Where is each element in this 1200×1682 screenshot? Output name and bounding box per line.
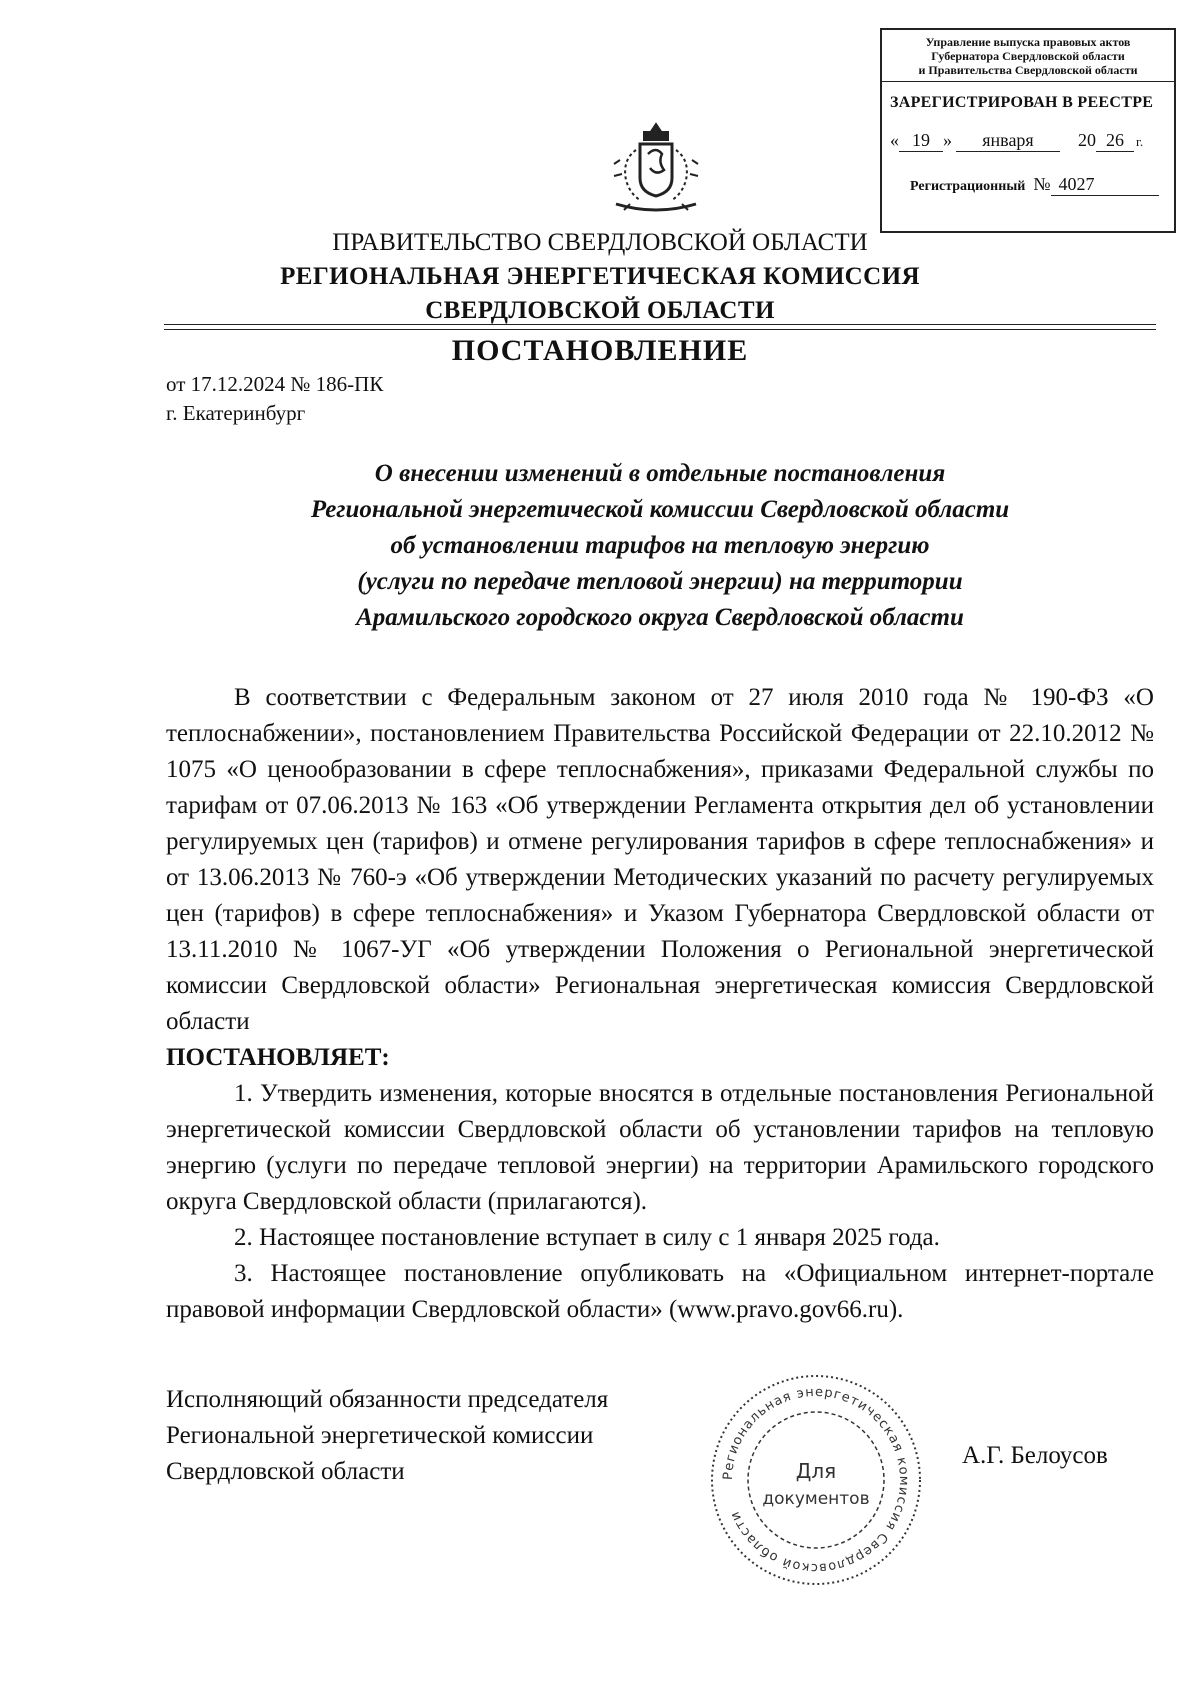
registration-number-label: Регистрационный — [910, 179, 1026, 194]
government-title: ПРАВИТЕЛЬСТВО СВЕРДЛОВСКОЙ ОБЛАСТИ — [332, 229, 868, 256]
title-line: (услуги по передаче тепловой энергии) на территории — [357, 568, 963, 595]
issuer-line: Управление выпуска правовых актов — [925, 35, 1131, 49]
registration-issuer — [882, 30, 1174, 82]
decree-item: 3. Настоящее постановление опубликовать на «Официальном интернет-портале правовой информации Свердловской области» (www.pravo.gov66.ru). — [166, 1260, 1154, 1323]
signer-position-line: Региональной энергетической комиссии — [166, 1422, 594, 1449]
title-line: об установлении тарифов на тепловую энергию — [390, 532, 930, 559]
signer-position — [166, 1382, 608, 1490]
commission-title-line1: РЕГИОНАЛЬНАЯ ЭНЕРГЕТИЧЕСКАЯ КОМИССИЯ — [280, 263, 920, 290]
seal-ring-text: Региональная энергетическая комиссия Свердловской области — [720, 1384, 912, 1576]
signer-position-line: Свердловской области — [166, 1458, 405, 1485]
seal-center-line2: документов — [762, 1489, 870, 1509]
registration-day: 19 — [899, 130, 943, 152]
header-divider — [164, 329, 1156, 330]
registration-number-value: 4027 — [1051, 174, 1159, 196]
signer-name: А.Г. Белоусов — [962, 1442, 1108, 1469]
document-body — [166, 680, 1154, 1328]
decree-item: 1. Утвердить изменения, которые вносятся в отдельные постановления Региональной энергетической комиссии Свердловской области об установлении тарифов на тепловую энергию (услуги по передаче тепловой энергии) на территории Арамильского городского округа Свердловской области (прилагаются). — [166, 1080, 1154, 1215]
document-city: г. Екатеринбург — [166, 401, 306, 425]
registration-stamp — [880, 28, 1176, 233]
document-date-number: от 17.12.2024 № 186-ПК — [166, 372, 384, 396]
registration-year-suffix: 26 — [1096, 130, 1134, 152]
registration-status: ЗАРЕГИСТРИРОВАН В РЕЕСТРЕ — [890, 94, 1154, 111]
document-title — [164, 456, 1156, 636]
registration-month: января — [956, 130, 1060, 152]
registration-number — [910, 174, 1174, 196]
document-type: ПОСТАНОВЛЕНИЕ — [451, 334, 749, 367]
issuer-line: и Правительства Свердловской области — [918, 63, 1138, 77]
registration-date: « 19 » января 20 26 г. — [890, 130, 1144, 150]
issuer-line: Губернатора Свердловской области — [931, 49, 1125, 63]
coat-of-arms-icon — [596, 120, 716, 220]
title-line: О внесении изменений в отдельные постановления — [374, 460, 946, 487]
decree-word: ПОСТАНОВЛЯЕТ: — [166, 1044, 390, 1071]
signer-position-line: Исполняющий обязанности председателя — [166, 1386, 609, 1413]
preamble-paragraph: В соответствии с Федеральным законом от 27 июля 2010 года № 190-ФЗ «О теплоснабжении», постановлением Правительства Российской Федерации от 22.10.2012 № 1075 «О ценообразовании в сфере теплоснабжения», приказами Федеральной службы по тарифам от 07.06.2013 № 163 «Об утверждении Регламента открытия дел об установлении регулируемых цен (тарифов) и отмене регулирования тарифов в сфере теплоснабжения» и от 13.06.2013 № 760-э «Об утверждении Методических указаний по расчету регулируемых цен (тарифов) в сфере теплоснабжения» и Указом Губернатора Свердловской области от 13.11.2010 № 1067-УГ «Об утверждении Положения о Региональной энергетической комиссии Свердловской области» Региональная энергетическая комиссия Свердловской области — [166, 684, 1154, 1035]
registration-year-prefix: 20 — [1078, 130, 1096, 150]
seal-center-line1: Для — [795, 1459, 837, 1483]
registration-year-unit: г. — [1136, 134, 1144, 149]
commission-title-line2: СВЕРДЛОВСКОЙ ОБЛАСТИ — [425, 297, 775, 324]
official-seal — [706, 1370, 926, 1590]
title-line: Региональной энергетической комиссии Свердловской области — [310, 496, 1010, 523]
number-sign: № — [1033, 174, 1051, 194]
header-divider — [164, 324, 1156, 325]
decree-item: 2. Настоящее постановление вступает в силу с 1 января 2025 года. — [234, 1224, 940, 1251]
title-line: Арамильского городского округа Свердловской области — [356, 604, 964, 631]
